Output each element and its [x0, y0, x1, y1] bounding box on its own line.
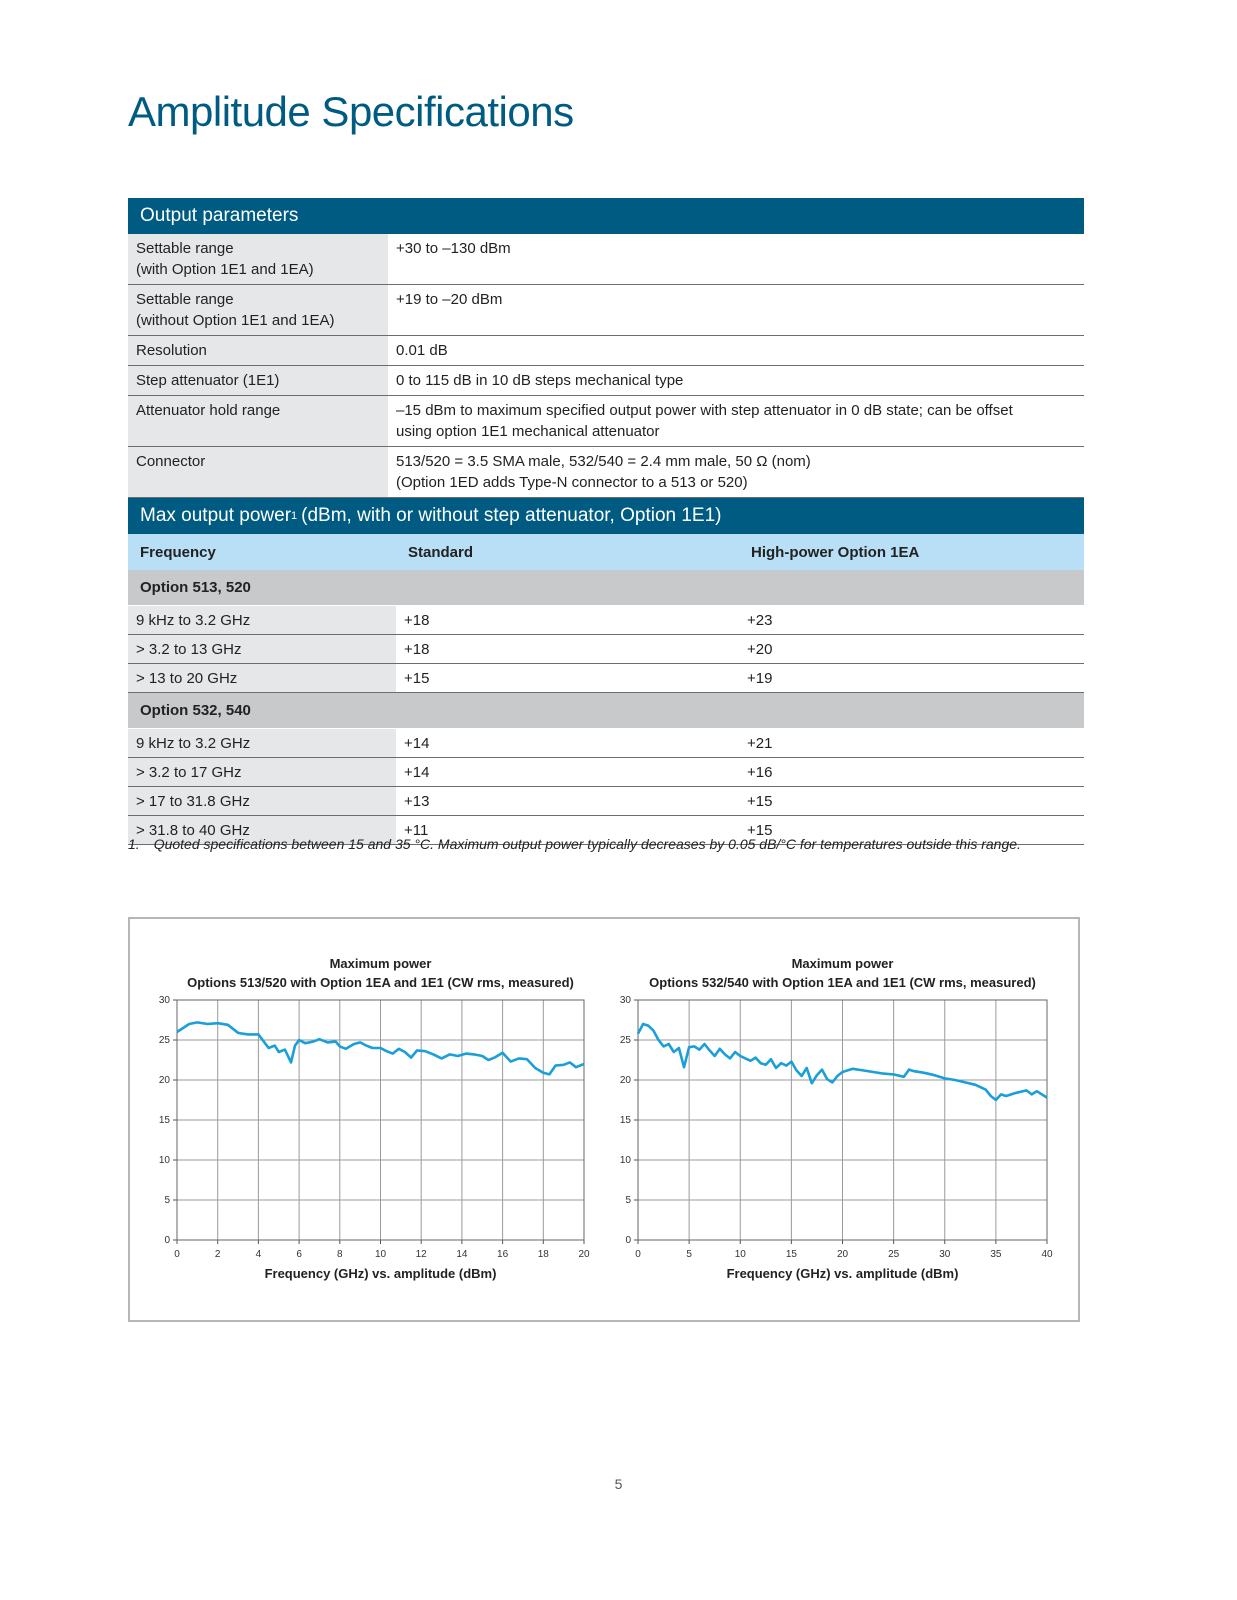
footnote — [128, 836, 1021, 852]
high-power-cell: +16 — [747, 763, 773, 781]
chart-2 — [620, 956, 1053, 1281]
y-tick-label: 10 — [619, 1155, 631, 1166]
spec-value — [388, 336, 1084, 365]
column-header-high-power: High-power Option 1EA — [751, 543, 920, 561]
spec-label-line: Connector — [136, 453, 206, 470]
spec-label-line: Settable range — [136, 240, 234, 257]
spec-value-line: 513/520 = 3.5 SMA male, 532/540 = 2.4 mm male, 50 Ω (nom) — [396, 453, 811, 470]
y-tick-label: 20 — [158, 1075, 170, 1086]
x-tick-label: 30 — [939, 1249, 951, 1260]
spec-label — [128, 396, 388, 446]
spec-value — [388, 366, 1084, 395]
standard-cell: +18 — [404, 640, 430, 658]
column-header-standard: Standard — [408, 543, 474, 561]
spec-label-line: Attenuator hold range — [136, 402, 281, 419]
footnote-number: 1. — [128, 836, 140, 852]
spec-label — [128, 285, 388, 335]
spec-row — [128, 396, 1084, 447]
standard-cell: +11 — [404, 821, 429, 839]
spec-value — [388, 234, 1084, 284]
x-axis-label: Frequency (GHz) vs. amplitude (dBm) — [264, 1266, 497, 1281]
standard-cell: +14 — [404, 763, 430, 781]
spec-row — [128, 366, 1084, 396]
frequency-cell: > 13 to 20 GHz — [128, 664, 396, 692]
y-tick-label: 20 — [619, 1075, 631, 1086]
max-output-power-header — [128, 498, 1084, 534]
x-tick-label: 25 — [888, 1249, 900, 1260]
power-row — [128, 729, 1084, 758]
chart-frame — [128, 917, 1080, 1322]
high-power-cell: +19 — [747, 669, 773, 687]
chart-1 — [159, 956, 590, 1281]
footnote-ref: 1 — [291, 510, 298, 522]
spec-tables — [128, 198, 1084, 845]
power-row — [128, 787, 1084, 816]
x-tick-label: 14 — [456, 1249, 468, 1260]
spec-row — [128, 285, 1084, 336]
max-output-power-heading-rest: (dBm, with or without step attenuator, Option 1E1) — [301, 505, 722, 526]
x-tick-label: 5 — [686, 1249, 692, 1260]
frequency-cell: 9 kHz to 3.2 GHz — [128, 729, 396, 757]
x-tick-label: 0 — [635, 1249, 641, 1260]
high-power-cell: +21 — [747, 734, 773, 752]
x-axis-label: Frequency (GHz) vs. amplitude (dBm) — [726, 1266, 959, 1281]
y-tick-label: 0 — [164, 1235, 170, 1246]
spec-label-line: Step attenuator (1E1) — [136, 372, 280, 389]
power-row — [128, 606, 1084, 635]
x-tick-label: 2 — [214, 1249, 221, 1260]
y-tick-label: 5 — [164, 1195, 170, 1206]
x-tick-label: 8 — [337, 1249, 343, 1260]
footnote-text: Quoted specifications between 15 and 35 °C. Maximum output power typically decreases by 0.05 dB/°C for temperatures outside this range. — [153, 836, 1021, 852]
charts-svg — [130, 919, 1078, 1320]
x-tick-label: 20 — [578, 1249, 590, 1260]
standard-cell: +13 — [404, 792, 430, 810]
x-tick-label: 18 — [537, 1249, 549, 1260]
standard-cell: +15 — [404, 669, 430, 687]
x-tick-label: 4 — [255, 1249, 262, 1260]
x-tick-label: 10 — [374, 1249, 387, 1260]
page-title: Amplitude Specifications — [128, 88, 574, 135]
x-tick-label: 20 — [836, 1249, 849, 1260]
spec-label-line: Settable range — [136, 291, 234, 308]
spec-label — [128, 336, 388, 365]
frequency-cell: > 31.8 to 40 GHz — [128, 816, 396, 844]
high-power-cell: +15 — [747, 792, 773, 810]
spec-label-line: Resolution — [136, 342, 207, 359]
spec-label — [128, 366, 388, 395]
power-row — [128, 758, 1084, 787]
frequency-cell: 9 kHz to 3.2 GHz — [128, 606, 396, 634]
spec-value-line: 0 to 115 dB in 10 dB steps mechanical type — [396, 372, 684, 389]
spec-value-line: 0.01 dB — [396, 342, 448, 359]
power-row — [128, 635, 1084, 664]
max-output-power-heading: Max output power — [140, 505, 292, 526]
chart-title: Maximum power — [329, 956, 432, 971]
standard-cell: +14 — [404, 734, 430, 752]
spec-row — [128, 336, 1084, 366]
output-parameters-table — [128, 234, 1084, 498]
power-row — [128, 664, 1084, 693]
spec-value — [388, 447, 1084, 497]
y-tick-label: 25 — [158, 1035, 170, 1046]
x-tick-label: 0 — [174, 1249, 180, 1260]
power-table-body — [128, 570, 1084, 845]
y-tick-label: 30 — [158, 995, 170, 1006]
chart-title: Maximum power — [791, 956, 894, 971]
spec-label-line: (with Option 1E1 and 1EA) — [136, 261, 314, 278]
spec-label-line: (without Option 1E1 and 1EA) — [136, 312, 335, 329]
y-tick-label: 5 — [625, 1195, 631, 1206]
power-table-header — [128, 534, 1084, 570]
spec-row — [128, 447, 1084, 498]
standard-cell: +18 — [404, 611, 430, 629]
high-power-cell: +20 — [747, 640, 773, 658]
y-tick-label: 10 — [158, 1155, 170, 1166]
spec-value-line: –15 dBm to maximum specified output power with step attenuator in 0 dB state; can be offset — [396, 402, 1013, 419]
spec-row — [128, 234, 1084, 285]
y-tick-label: 15 — [619, 1115, 631, 1126]
spec-value — [388, 396, 1084, 446]
x-tick-label: 6 — [296, 1249, 302, 1260]
spec-value-line: +30 to –130 dBm — [396, 240, 511, 257]
y-tick-label: 30 — [619, 995, 631, 1006]
chart-subtitle: Options 513/520 with Option 1EA and 1E1 (CW rms, measured) — [187, 975, 574, 990]
x-tick-label: 12 — [415, 1249, 427, 1260]
chart-subtitle: Options 532/540 with Option 1EA and 1E1 (CW rms, measured) — [649, 975, 1036, 990]
high-power-cell: +23 — [747, 611, 773, 629]
spec-label — [128, 234, 388, 284]
x-tick-label: 35 — [990, 1249, 1002, 1260]
page-number: 5 — [614, 1476, 623, 1492]
x-tick-label: 15 — [785, 1249, 797, 1260]
x-tick-label: 40 — [1041, 1249, 1053, 1260]
frequency-cell: > 3.2 to 13 GHz — [128, 635, 396, 663]
column-header-frequency: Frequency — [140, 543, 216, 561]
y-tick-label: 0 — [625, 1235, 631, 1246]
spec-value — [388, 285, 1084, 335]
x-tick-label: 16 — [497, 1249, 509, 1260]
output-parameters-header — [128, 198, 1084, 234]
option-group-header: Option 513, 520 — [128, 570, 1084, 606]
option-group-header: Option 532, 540 — [128, 693, 1084, 729]
y-tick-label: 25 — [619, 1035, 631, 1046]
spec-value-line: using option 1E1 mechanical attenuator — [396, 423, 660, 440]
high-power-cell: +15 — [747, 821, 773, 839]
x-tick-label: 10 — [734, 1249, 746, 1260]
spec-value-line: +19 to –20 dBm — [396, 291, 503, 308]
output-parameters-heading: Output parameters — [140, 205, 299, 226]
y-tick-label: 15 — [158, 1115, 170, 1126]
frequency-cell: > 17 to 31.8 GHz — [128, 787, 396, 815]
frequency-cell: > 3.2 to 17 GHz — [128, 758, 396, 786]
spec-value-line: (Option 1ED adds Type-N connector to a 513 or 520) — [396, 474, 748, 491]
spec-label — [128, 447, 388, 497]
